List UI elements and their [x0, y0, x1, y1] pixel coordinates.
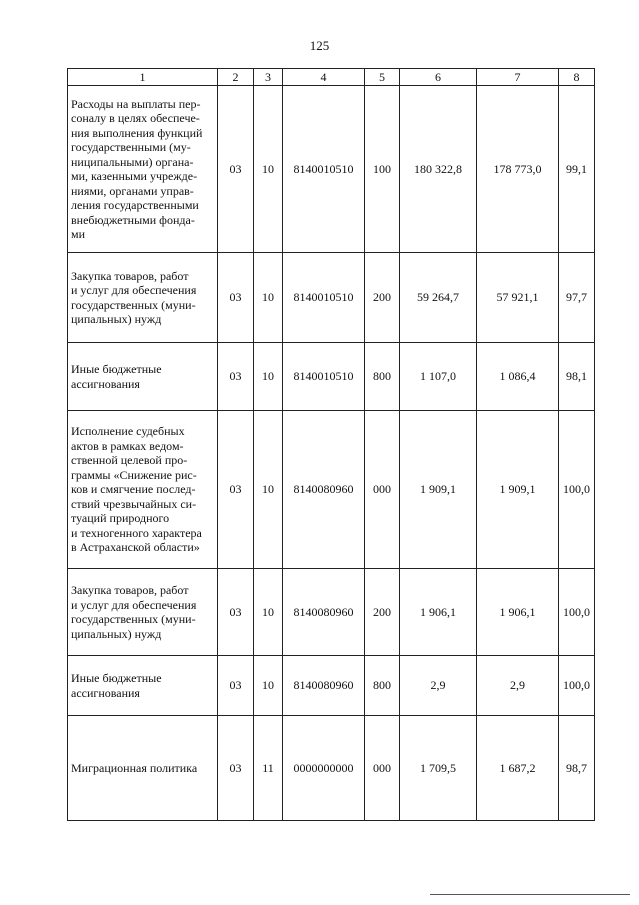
execution-percent: 99,1 [559, 86, 595, 253]
execution-percent: 98,1 [559, 343, 595, 411]
row-name: Закупка товаров, работ и услуг для обеспечения государственных (муни- ципальных) нужд [71, 268, 197, 326]
execution-percent: 98,7 [559, 716, 595, 821]
approved-amount: 59 264,7 [400, 253, 477, 343]
table-row [68, 656, 595, 716]
expense-type-code: 200 [365, 569, 400, 656]
target-article-code: 8140080960 [283, 656, 365, 716]
expense-type-code: 800 [365, 656, 400, 716]
row-name-cell [68, 253, 218, 343]
column-header: 8 [559, 69, 595, 86]
column-header: 7 [477, 69, 559, 86]
execution-percent: 100,0 [559, 569, 595, 656]
executed-amount: 178 773,0 [477, 86, 559, 253]
execution-percent: 100,0 [559, 656, 595, 716]
footer-rule [430, 894, 630, 895]
column-header: 6 [400, 69, 477, 86]
executed-amount: 1 687,2 [477, 716, 559, 821]
section-code: 03 [218, 656, 254, 716]
executed-amount: 1 086,4 [477, 343, 559, 411]
section-code: 03 [218, 253, 254, 343]
column-header: 1 [68, 69, 218, 86]
section-code: 03 [218, 411, 254, 569]
row-name: Иные бюджетные ассигнования [71, 671, 162, 700]
expense-type-code: 000 [365, 716, 400, 821]
expense-type-code: 800 [365, 343, 400, 411]
table-row [68, 411, 595, 569]
subsection-code: 11 [254, 716, 283, 821]
target-article-code: 8140010510 [283, 86, 365, 253]
section-code: 03 [218, 716, 254, 821]
section-code: 03 [218, 343, 254, 411]
approved-amount: 1 107,0 [400, 343, 477, 411]
execution-percent: 97,7 [559, 253, 595, 343]
executed-amount: 2,9 [477, 656, 559, 716]
column-header: 2 [218, 69, 254, 86]
table-row [68, 343, 595, 411]
table-row [68, 569, 595, 656]
approved-amount: 180 322,8 [400, 86, 477, 253]
approved-amount: 1 909,1 [400, 411, 477, 569]
approved-amount: 1 709,5 [400, 716, 477, 821]
executed-amount: 57 921,1 [477, 253, 559, 343]
page-number: 125 [309, 38, 330, 53]
section-code: 03 [218, 86, 254, 253]
expense-type-code: 100 [365, 86, 400, 253]
table-row [68, 86, 595, 253]
executed-amount: 1 906,1 [477, 569, 559, 656]
row-name-cell [68, 569, 218, 656]
approved-amount: 2,9 [400, 656, 477, 716]
subsection-code: 10 [254, 343, 283, 411]
execution-percent: 100,0 [559, 411, 595, 569]
table-row [68, 716, 595, 821]
approved-amount: 1 906,1 [400, 569, 477, 656]
target-article-code: 8140010510 [283, 343, 365, 411]
section-code: 03 [218, 569, 254, 656]
expense-type-code: 200 [365, 253, 400, 343]
row-name-cell [68, 343, 218, 411]
target-article-code: 8140080960 [283, 411, 365, 569]
row-name-cell [68, 716, 218, 821]
row-name: Исполнение судебных актов в рамках ведом- ственной целевой про- граммы «Снижение рис- ков и смягчение послед- ствий чрезвычайных си- туаций природного и техногенного характера в Астраханской области» [71, 424, 202, 555]
subsection-code: 10 [254, 253, 283, 343]
table-header-row [68, 69, 595, 86]
target-article-code: 8140010510 [283, 253, 365, 343]
subsection-code: 10 [254, 569, 283, 656]
row-name: Закупка товаров, работ и услуг для обеспечения государственных (муни- ципальных) нужд [71, 583, 197, 641]
subsection-code: 10 [254, 656, 283, 716]
row-name-cell [68, 411, 218, 569]
executed-amount: 1 909,1 [477, 411, 559, 569]
row-name: Миграционная политика [71, 760, 198, 775]
subsection-code: 10 [254, 86, 283, 253]
expense-type-code: 000 [365, 411, 400, 569]
table-row [68, 253, 595, 343]
target-article-code: 0000000000 [283, 716, 365, 821]
column-header: 5 [365, 69, 400, 86]
row-name-cell [68, 656, 218, 716]
row-name: Расходы на выплаты пер- соналу в целях обеспече- ния выполнения функций государственными (му- ниципальными) органа- ми, казенными учрежде- ниями, органами управ- ления государственными внебюджетными фонда- ми [71, 96, 203, 241]
column-header: 4 [283, 69, 365, 86]
budget-execution-table [67, 68, 595, 821]
column-header: 3 [254, 69, 283, 86]
target-article-code: 8140080960 [283, 569, 365, 656]
row-name-cell [68, 86, 218, 253]
subsection-code: 10 [254, 411, 283, 569]
row-name: Иные бюджетные ассигнования [71, 362, 162, 391]
